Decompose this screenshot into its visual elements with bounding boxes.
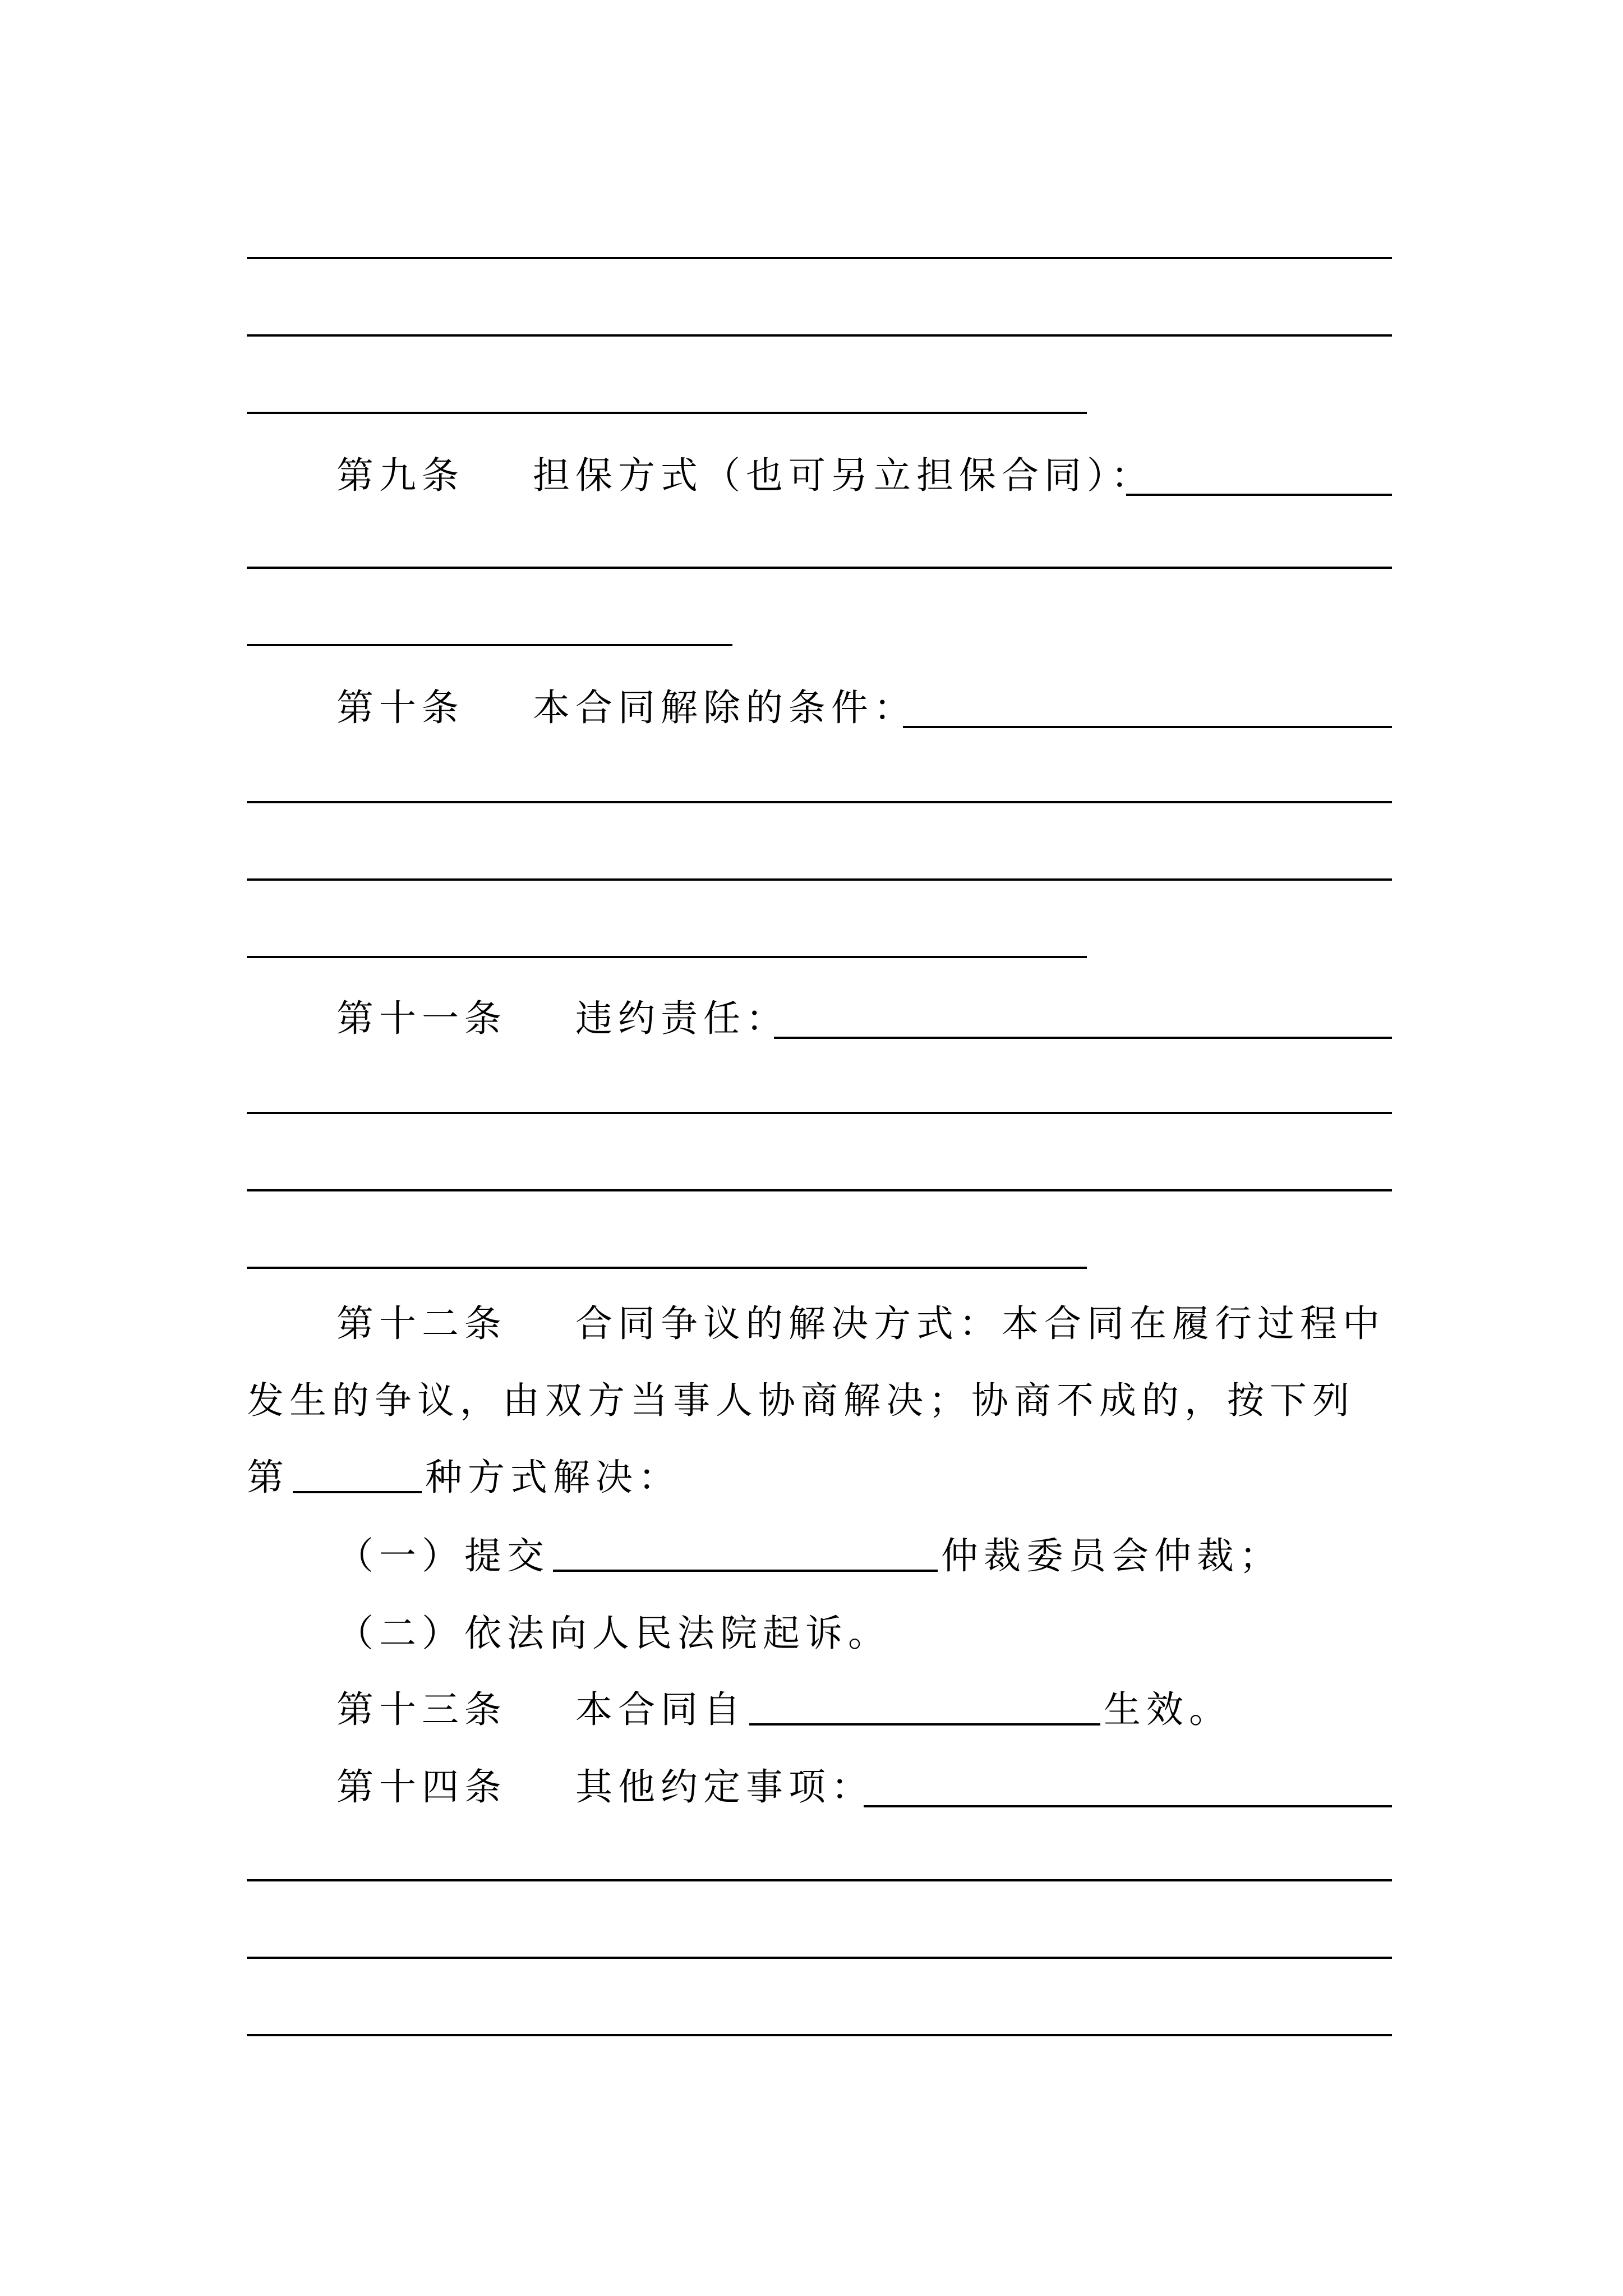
article-9-body: 担保方式（也可另立担保合同）：	[532, 454, 1154, 497]
article-13-label: 第十三条	[336, 1688, 507, 1731]
arbitration-committee-blank[interactable]	[553, 1570, 938, 1572]
blank-line[interactable]	[247, 1267, 1087, 1269]
article-12-body-line-1: 合同争议的解决方式：本合同在履行过程中	[575, 1302, 1385, 1345]
article-11-label: 第十一条	[336, 997, 507, 1040]
option-1-suffix: 仲裁委员会仲裁；	[941, 1534, 1282, 1577]
article-12-option-2	[336, 1611, 891, 1656]
blank-line[interactable]	[864, 1805, 1392, 1807]
article-9-label: 第九条	[336, 454, 464, 497]
article-10-label: 第十条	[336, 686, 464, 729]
blank-line[interactable]	[247, 956, 1087, 958]
article-12-line-2	[247, 1378, 1355, 1423]
effective-date-blank[interactable]	[749, 1723, 1100, 1726]
article-12-body-line-2: 发生的争议，由双方当事人协商解决；协商不成的，按下列	[247, 1379, 1355, 1422]
article-13	[336, 1687, 1232, 1732]
blank-line[interactable]	[1126, 494, 1392, 496]
article-9-heading	[336, 453, 1154, 498]
blank-line[interactable]	[247, 801, 1392, 803]
article-12-line-1	[336, 1301, 1385, 1346]
article-14-body: 其他约定事项：	[575, 1765, 874, 1809]
article-12-line-3	[247, 1455, 681, 1500]
article-13-prefix: 本合同自	[575, 1688, 746, 1731]
article-12-label: 第十二条	[336, 1302, 507, 1345]
article-12-line-3-suffix: 种方式解决：	[425, 1456, 681, 1499]
article-11-heading	[336, 996, 789, 1041]
blank-line[interactable]	[247, 878, 1392, 881]
option-2-text: （二）依法向人民法院起诉。	[336, 1612, 891, 1655]
article-14-label: 第十四条	[336, 1765, 507, 1809]
blank-line[interactable]	[247, 334, 1392, 337]
article-11-body: 违约责任：	[575, 997, 789, 1040]
blank-line[interactable]	[903, 726, 1392, 728]
article-12-line-3-prefix: 第	[247, 1456, 289, 1499]
method-number-blank[interactable]	[293, 1491, 422, 1493]
blank-line[interactable]	[247, 1957, 1392, 1959]
blank-line[interactable]	[247, 2034, 1392, 2036]
article-10-heading	[336, 685, 916, 730]
article-12-option-1	[336, 1534, 1282, 1579]
option-1-prefix: （一）提交	[336, 1534, 550, 1577]
blank-line[interactable]	[247, 412, 1087, 414]
blank-line[interactable]	[247, 1189, 1392, 1191]
blank-line[interactable]	[247, 1879, 1392, 1881]
blank-line[interactable]	[247, 257, 1392, 259]
article-14-heading	[336, 1765, 874, 1810]
article-13-suffix: 生效。	[1103, 1688, 1232, 1731]
blank-line[interactable]	[247, 644, 732, 646]
article-10-body: 本合同解除的条件：	[532, 686, 916, 729]
blank-line[interactable]	[774, 1037, 1392, 1039]
blank-line[interactable]	[247, 567, 1392, 569]
blank-line[interactable]	[247, 1112, 1392, 1114]
